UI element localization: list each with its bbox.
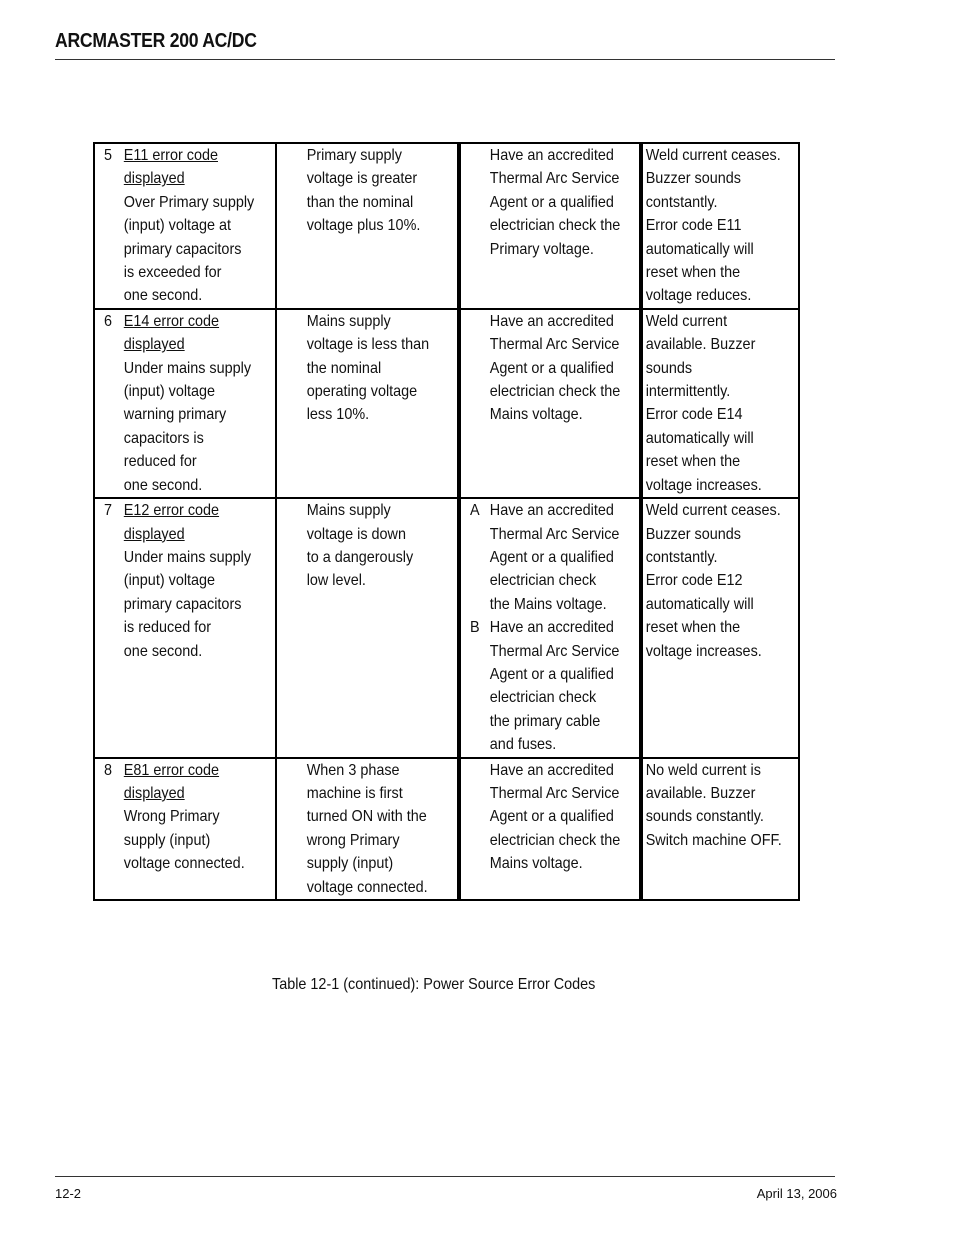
table-row (94, 758, 799, 900)
remark-line: No weld current is (645, 761, 761, 779)
remedy-line: Thermal Arc Service (489, 525, 620, 543)
remarks-cell (641, 143, 799, 309)
cause-line: operating voltage (306, 383, 418, 401)
cause-line: wrong Primary (306, 831, 400, 849)
description-line: (input) voltage (123, 572, 216, 590)
table-row (94, 309, 799, 498)
cause-line: low level. (306, 572, 366, 590)
cause-cell (276, 309, 459, 498)
remedy-action (470, 759, 621, 876)
cause-line: than the nominal (306, 193, 414, 211)
footer-page-number: 12-2 (55, 1186, 82, 1201)
error-text (124, 759, 245, 876)
remedy-line: Thermal Arc Service (489, 642, 620, 660)
description-line: is exceeded for (123, 264, 222, 282)
description-line: Over Primary supply (123, 193, 255, 211)
remark-line: Weld current ceases. (645, 147, 781, 164)
remedy-line: Primary voltage. (489, 240, 594, 258)
remark-line: automatically will (645, 429, 754, 447)
description-line: (input) voltage at (123, 217, 232, 235)
footer-date: April 13, 2006 (756, 1186, 837, 1201)
remedy-line: Agent or a qualified (489, 193, 614, 211)
remedy-line: electrician check (489, 689, 597, 707)
cause-line: voltage is less than (306, 336, 430, 354)
remedy-line: electrician check the (489, 383, 621, 401)
remedy-line: Thermal Arc Service (489, 170, 620, 188)
table-row (94, 143, 799, 309)
remedy-line: Thermal Arc Service (489, 784, 620, 802)
remark-line: available. Buzzer (645, 336, 756, 354)
cause-line: voltage is down (306, 525, 406, 543)
remedy-label: A (470, 502, 480, 520)
description-line: is reduced for (123, 619, 212, 637)
remedy-cell (459, 758, 641, 900)
remark-line: Error code E12 (645, 572, 743, 590)
cause-line: Primary supply (306, 147, 402, 164)
table-row (94, 498, 799, 757)
remark-line: automatically will (645, 595, 754, 613)
cause-line: When 3 phase (306, 761, 400, 779)
remark-line: contstantly. (645, 193, 718, 211)
cause-line: the nominal (306, 359, 382, 377)
cause-line: supply (input) (306, 855, 394, 873)
remark-line: voltage reduces. (645, 287, 752, 305)
error-cell (94, 758, 276, 900)
cause-line: to a dangerously (306, 548, 414, 566)
remark-line: automatically will (645, 240, 754, 258)
remark-line: sounds (645, 359, 693, 377)
remarks-cell (641, 758, 799, 900)
remedy-label: B (470, 619, 480, 637)
remedy-action (470, 499, 621, 616)
remark-line: voltage increases. (645, 476, 762, 494)
description-line: warning primary (123, 406, 227, 424)
remedy-line: Agent or a qualified (489, 665, 614, 683)
description-line: one second. (123, 476, 203, 494)
remark-line: intermittently. (645, 383, 731, 401)
error-code-title: E81 error code displayed (123, 761, 220, 802)
remark-line: Error code E14 (645, 406, 743, 424)
error-code-title: E14 error code displayed (123, 312, 220, 354)
error-code-title: E11 error code displayed (123, 147, 218, 188)
remedy-cell (459, 309, 641, 498)
error-text (124, 310, 251, 497)
remark-line: reset when the (645, 264, 741, 282)
remark-line: sounds constantly. (645, 808, 764, 826)
remedy-line: Agent or a qualified (489, 359, 614, 377)
remark-line: reset when the (645, 619, 741, 637)
row-number: 5 (104, 147, 113, 164)
remedy-line: electrician check the (489, 831, 621, 849)
description-line: capacitors is (123, 429, 204, 447)
remedy-line: Have an accredited (489, 312, 614, 330)
header-rule (55, 59, 835, 60)
description-line: one second. (123, 287, 203, 305)
description-line: primary capacitors (123, 240, 242, 258)
error-text (124, 144, 254, 308)
remarks-cell (641, 309, 799, 498)
description-line: reduced for (123, 453, 197, 471)
cause-line: less 10%. (306, 406, 370, 424)
cause-cell (276, 143, 459, 309)
remedy-line: Have an accredited (489, 147, 614, 164)
remark-line: Error code E11 (645, 217, 742, 235)
remedy-line: the Mains voltage. (489, 595, 607, 613)
remedy-line: electrician check (489, 572, 597, 590)
error-code-title: E12 error code displayed (123, 502, 220, 543)
remark-line: reset when the (645, 453, 741, 471)
remedy-line: Have an accredited (489, 619, 614, 637)
cause-line: turned ON with the (306, 808, 427, 826)
cause-line: voltage plus 10%. (306, 217, 421, 235)
description-line: (input) voltage (123, 383, 216, 401)
remedy-line: the primary cable (489, 712, 601, 730)
remark-line: Switch machine OFF. (645, 831, 782, 849)
error-cell (94, 143, 276, 309)
remark-line: voltage increases. (645, 642, 762, 660)
remedy-line: Thermal Arc Service (489, 336, 620, 354)
description-line: primary capacitors (123, 595, 242, 613)
remark-line: Buzzer sounds (645, 525, 741, 543)
remark-line: Buzzer sounds (645, 170, 741, 188)
remedy-line: Mains voltage. (489, 406, 583, 424)
description-line: Wrong Primary (123, 808, 220, 826)
cause-line: Mains supply (306, 312, 391, 330)
remark-line: available. Buzzer (645, 784, 756, 802)
remedy-line: Have an accredited (489, 502, 614, 520)
page-title: ARCMASTER 200 AC/DC (55, 30, 257, 52)
error-codes-table (93, 142, 800, 901)
description-line: voltage connected. (123, 855, 245, 873)
remedy-action (470, 310, 621, 427)
description-line: one second. (123, 642, 203, 660)
description-line: Under mains supply (123, 359, 252, 377)
remedy-line: Agent or a qualified (489, 808, 614, 826)
error-text (124, 499, 251, 663)
row-number: 6 (104, 312, 113, 330)
remedy-action (470, 616, 621, 756)
error-cell (94, 309, 276, 498)
remarks-cell (641, 498, 799, 757)
row-number: 7 (104, 502, 113, 520)
cause-line: machine is first (306, 784, 403, 802)
description-line: supply (input) (123, 831, 211, 849)
cause-line: voltage connected. (306, 878, 428, 896)
table-body (94, 143, 799, 900)
remedy-cell (459, 143, 641, 309)
remedy-line: and fuses. (489, 736, 557, 754)
cause-line: Mains supply (306, 502, 391, 520)
description-line: Under mains supply (123, 548, 252, 566)
cause-cell (276, 498, 459, 757)
remedy-line: Mains voltage. (489, 855, 583, 873)
remedy-line: electrician check the (489, 217, 621, 235)
row-number: 8 (104, 761, 113, 779)
cause-line: voltage is greater (306, 170, 418, 188)
remark-line: contstantly. (645, 548, 718, 566)
footer-rule (55, 1176, 835, 1177)
cause-cell (276, 758, 459, 900)
remedy-cell (459, 498, 641, 757)
table-caption: Table 12-1 (continued): Power Source Error Codes (272, 976, 596, 993)
remedy-action (470, 144, 621, 261)
remedy-line: Agent or a qualified (489, 548, 614, 566)
remark-line: Weld current ceases. (645, 502, 781, 520)
remedy-line: Have an accredited (489, 761, 614, 779)
remark-line: Weld current (645, 312, 728, 330)
error-cell (94, 498, 276, 757)
